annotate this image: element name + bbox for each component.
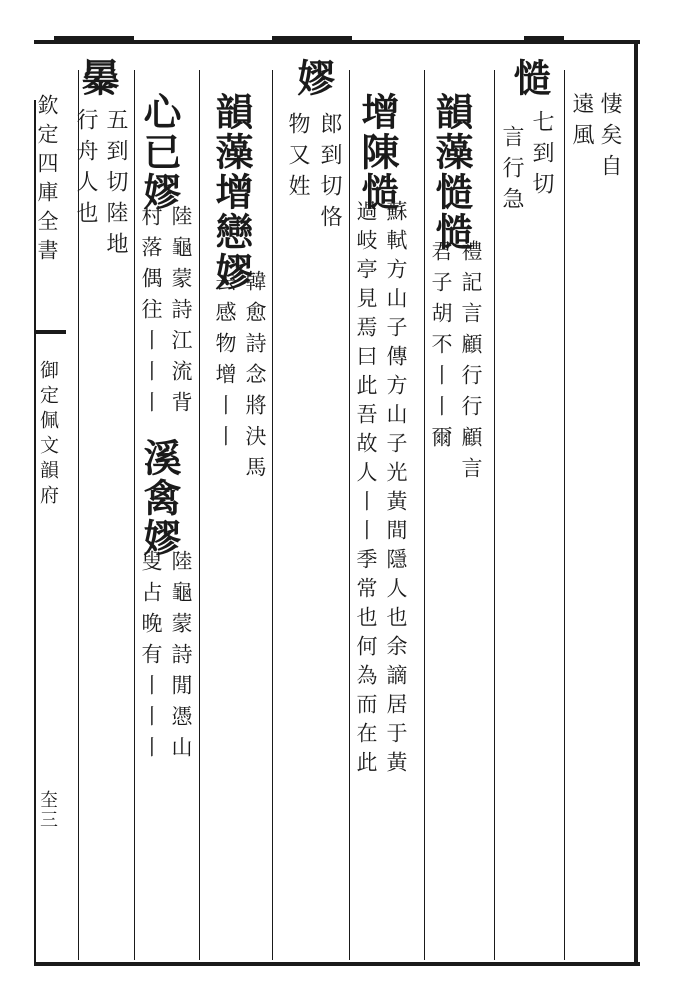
column-divider (199, 70, 200, 960)
column-divider (349, 70, 350, 960)
bottom-border (34, 962, 640, 966)
column-divider (272, 70, 273, 960)
entry-headword: 慥 (507, 58, 552, 98)
margin-mark (36, 330, 66, 334)
text-column: 遠風 (569, 92, 594, 154)
entry-headword: 增陳慥 (355, 92, 400, 212)
right-border (634, 40, 638, 966)
text-column: 行舟人也 (73, 108, 98, 232)
entry-headword: 心已嫪 (137, 92, 182, 212)
entry-gloss: 七到切 (529, 110, 554, 203)
entry-headword: 溪禽嫪 (137, 438, 182, 558)
column-divider (424, 70, 425, 960)
text-column: 去感物增丨丨 (213, 270, 237, 456)
entry-gloss: 陸龜蒙詩江流背 (169, 205, 193, 422)
entry-headword: 嫪 (291, 58, 336, 98)
entry-gloss: 蘇軾方山子傳方山子光黃間隱人也余謫居于黃 (384, 200, 408, 780)
book-title: 欽定四庫全書 (35, 94, 59, 268)
column-divider (494, 70, 495, 960)
entry-gloss: 五到切陸地 (103, 108, 128, 263)
text-column: 叟占晚有丨丨丨 (139, 550, 163, 767)
text-column: 過岐亭見焉曰此吾故人丨丨季常也何為而在此 (354, 200, 378, 780)
text-column: 村落偶往丨丨丨 (139, 205, 163, 422)
entry-gloss: 禮記言顧行行顧言 (459, 240, 483, 488)
entry-gloss: 陸龜蒙詩閒憑山 (169, 550, 193, 767)
top-tab (272, 36, 352, 40)
top-tab (524, 36, 564, 40)
text-column: 物又姓 (285, 112, 310, 205)
column-divider (564, 70, 565, 960)
text-column: 君子胡不丨丨爾 (429, 240, 453, 457)
entry-gloss: 韓愈詩念將決馬 (243, 270, 267, 487)
entry-headword: 㬥 (75, 58, 120, 98)
text-column: 悽矣自 (597, 92, 622, 185)
volume-title: 御定佩文韻府 (37, 360, 59, 510)
page-number: 圶三 (37, 790, 58, 830)
entry-headword: 韻藻慥慥 (429, 92, 474, 252)
entry-headword: 韻藻增戀嫪 (209, 92, 254, 292)
top-tab (54, 36, 134, 40)
top-border (34, 40, 640, 44)
text-column: 言行急 (499, 125, 524, 218)
entry-gloss: 郎到切恪 (317, 112, 342, 236)
column-divider (134, 70, 135, 960)
